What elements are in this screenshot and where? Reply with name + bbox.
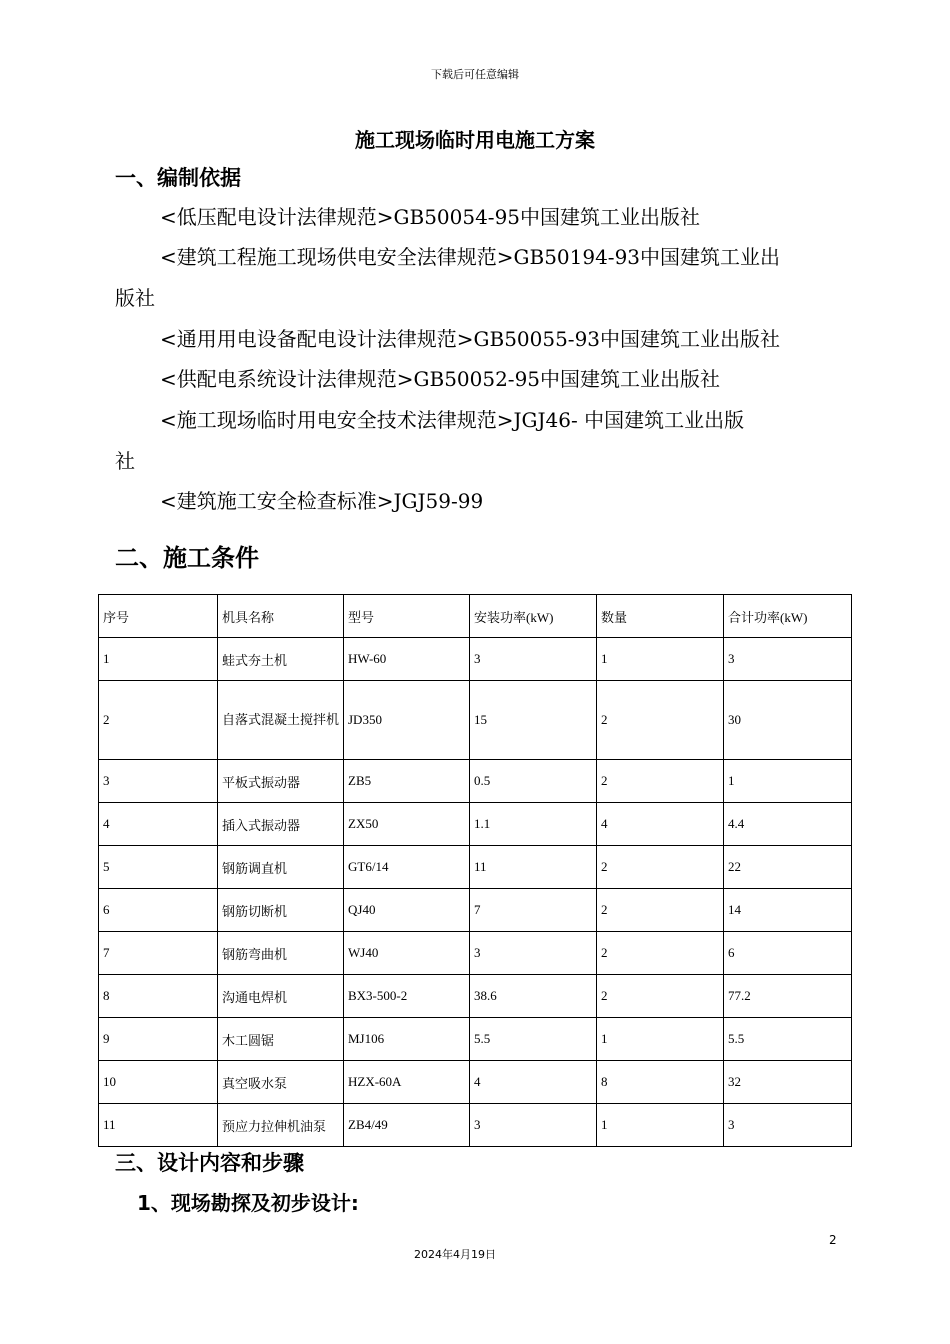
table-row xyxy=(99,1018,852,1061)
table-row xyxy=(99,1104,852,1147)
reference-3: <通用用电设备配电设计法律规范>GB50055-93中国建筑工业出版社 xyxy=(160,327,781,351)
header-cell-model: 型号 xyxy=(344,595,470,638)
table-row xyxy=(99,760,852,803)
cell: 平板式振动器 xyxy=(218,760,344,803)
cell: 3 xyxy=(99,760,218,803)
cell: 30 xyxy=(724,681,852,760)
cell: 1 xyxy=(597,638,724,681)
cell: 1 xyxy=(597,1018,724,1061)
cell: 2 xyxy=(597,975,724,1018)
cell: ZX50 xyxy=(344,803,470,846)
table-row xyxy=(99,803,852,846)
table-row xyxy=(99,638,852,681)
section2-heading: 二、施工条件 xyxy=(115,544,259,572)
cell: 22 xyxy=(724,846,852,889)
reference-2-continued: 版社 xyxy=(115,286,155,310)
cell: 5.5 xyxy=(724,1018,852,1061)
cell: 6 xyxy=(724,932,852,975)
cell: 1 xyxy=(724,760,852,803)
cell: 1 xyxy=(99,638,218,681)
cell: 预应力拉伸机油泵 xyxy=(218,1104,344,1147)
cell: 1.1 xyxy=(470,803,597,846)
cell: 7 xyxy=(99,932,218,975)
cell: QJ40 xyxy=(344,889,470,932)
section1-heading: 一、编制依据 xyxy=(115,166,241,190)
cell: 木工圆锯 xyxy=(218,1018,344,1061)
cell: 10 xyxy=(99,1061,218,1104)
section3-heading: 三、设计内容和步骤 xyxy=(115,1151,304,1175)
cell: 38.6 xyxy=(470,975,597,1018)
reference-4: <供配电系统设计法律规范>GB50052-95中国建筑工业出版社 xyxy=(160,367,721,391)
cell: 14 xyxy=(724,889,852,932)
cell: 插入式振动器 xyxy=(218,803,344,846)
cell: 3 xyxy=(724,638,852,681)
cell: 4 xyxy=(99,803,218,846)
cell: 77.2 xyxy=(724,975,852,1018)
cell: 1 xyxy=(597,1104,724,1147)
cell: 2 xyxy=(597,846,724,889)
table-row xyxy=(99,932,852,975)
cell: 6 xyxy=(99,889,218,932)
cell: 11 xyxy=(470,846,597,889)
cell: 4 xyxy=(470,1061,597,1104)
cell: ZB4/49 xyxy=(344,1104,470,1147)
cell: 9 xyxy=(99,1018,218,1061)
cell: 钢筋弯曲机 xyxy=(218,932,344,975)
cell: ZB5 xyxy=(344,760,470,803)
reference-1: <低压配电设计法律规范>GB50054-95中国建筑工业出版社 xyxy=(160,205,701,229)
table-row xyxy=(99,1061,852,1104)
cell: 蛙式夯土机 xyxy=(218,638,344,681)
cell: 沟通电焊机 xyxy=(218,975,344,1018)
cell: 8 xyxy=(597,1061,724,1104)
cell: 2 xyxy=(597,932,724,975)
cell: MJ106 xyxy=(344,1018,470,1061)
reference-6: <建筑施工安全检查标准>JGJ59-99 xyxy=(160,489,484,513)
header-cell-name: 机具名称 xyxy=(218,595,344,638)
subsection-heading: 1、现场勘探及初步设计: xyxy=(137,1191,359,1215)
header-cell-index: 序号 xyxy=(99,595,218,638)
cell: BX3-500-2 xyxy=(344,975,470,1018)
cell: WJ40 xyxy=(344,932,470,975)
table-row xyxy=(99,889,852,932)
cell: 钢筋切断机 xyxy=(218,889,344,932)
cell: 3 xyxy=(724,1104,852,1147)
cell: 8 xyxy=(99,975,218,1018)
cell: 0.5 xyxy=(470,760,597,803)
header-cell-total-power: 合计功率(kW) xyxy=(724,595,852,638)
cell: 2 xyxy=(99,681,218,760)
header-cell-quantity: 数量 xyxy=(597,595,724,638)
document-title: 施工现场临时用电施工方案 xyxy=(355,128,595,152)
table-row xyxy=(99,975,852,1018)
cell: 真空吸水泵 xyxy=(218,1061,344,1104)
table-header-row xyxy=(99,595,852,638)
cell: 3 xyxy=(470,932,597,975)
page-header: 下载后可任意编辑 xyxy=(431,68,519,81)
reference-5-continued: 社 xyxy=(115,449,135,473)
cell: 3 xyxy=(470,1104,597,1147)
cell: 15 xyxy=(470,681,597,760)
footer-date: 2024年4月19日 xyxy=(414,1248,496,1261)
cell: 4 xyxy=(597,803,724,846)
cell: 32 xyxy=(724,1061,852,1104)
cell: 2 xyxy=(597,681,724,760)
table-row xyxy=(99,846,852,889)
cell: 钢筋调直机 xyxy=(218,846,344,889)
cell: 11 xyxy=(99,1104,218,1147)
cell: 自落式混凝土搅拌机 xyxy=(218,681,344,760)
cell: HW-60 xyxy=(344,638,470,681)
cell: 5.5 xyxy=(470,1018,597,1061)
cell: 7 xyxy=(470,889,597,932)
cell: 4.4 xyxy=(724,803,852,846)
equipment-table xyxy=(98,594,852,1147)
table-row xyxy=(99,681,852,760)
page-number: 2 xyxy=(829,1233,837,1247)
reference-2: <建筑工程施工现场供电安全法律规范>GB50194-93中国建筑工业出 xyxy=(160,245,781,269)
cell: 2 xyxy=(597,889,724,932)
header-cell-power: 安装功率(kW) xyxy=(470,595,597,638)
cell: JD350 xyxy=(344,681,470,760)
cell: GT6/14 xyxy=(344,846,470,889)
cell: 3 xyxy=(470,638,597,681)
cell: 2 xyxy=(597,760,724,803)
cell: 5 xyxy=(99,846,218,889)
reference-5: <施工现场临时用电安全技术法律规范>JGJ46- 中国建筑工业出版 xyxy=(160,408,745,432)
cell: HZX-60A xyxy=(344,1061,470,1104)
